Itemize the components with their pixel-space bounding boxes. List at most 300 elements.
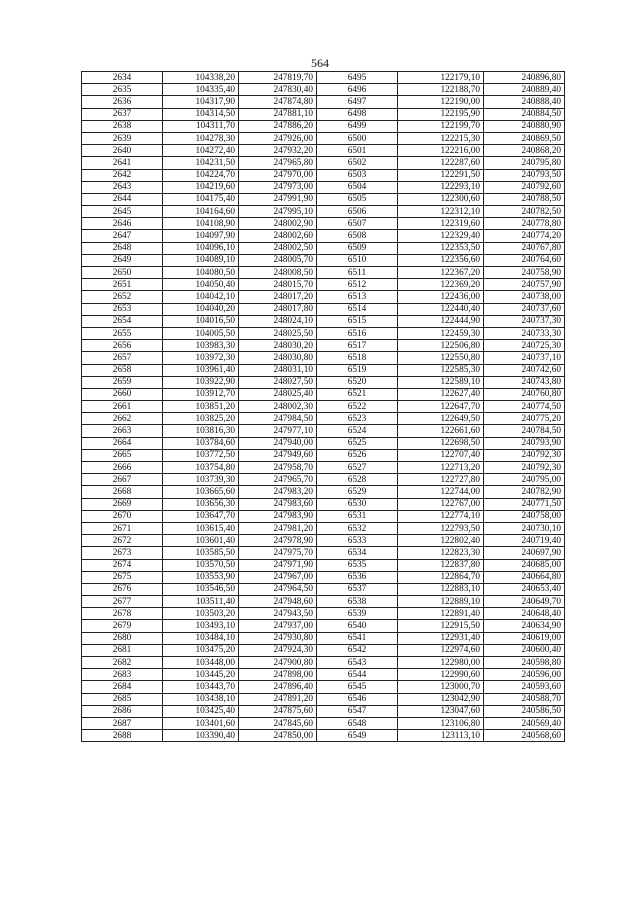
table-cell: 248005,70 xyxy=(239,254,317,266)
table-cell: 247977,10 xyxy=(239,425,317,437)
table-cell: 247965,80 xyxy=(239,157,317,169)
table-cell: 122190,00 xyxy=(398,96,484,108)
table-row xyxy=(82,327,565,339)
table-cell: 6503 xyxy=(317,169,398,181)
table-cell: 240778,80 xyxy=(484,218,565,230)
table-cell: 2639 xyxy=(82,132,163,144)
table-row xyxy=(82,522,565,534)
table-cell: 240792,60 xyxy=(484,181,565,193)
table-cell: 122459,30 xyxy=(398,327,484,339)
table-row xyxy=(82,279,565,291)
table-cell: 247830,40 xyxy=(239,84,317,96)
table-row xyxy=(82,291,565,303)
table-cell: 247949,60 xyxy=(239,449,317,461)
table-cell: 2648 xyxy=(82,242,163,254)
table-cell: 122367,20 xyxy=(398,267,484,279)
table-cell: 240795,00 xyxy=(484,474,565,486)
table-cell: 247991,90 xyxy=(239,193,317,205)
table-cell: 248002,90 xyxy=(239,218,317,230)
table-cell: 2659 xyxy=(82,376,163,388)
table-cell: 6541 xyxy=(317,632,398,644)
table-row xyxy=(82,571,565,583)
table-row xyxy=(82,206,565,218)
table-row xyxy=(82,657,565,669)
table-cell: 247970,00 xyxy=(239,169,317,181)
table-row xyxy=(82,108,565,120)
table-cell: 247898,00 xyxy=(239,669,317,681)
table-cell: 2668 xyxy=(82,486,163,498)
table-cell: 6525 xyxy=(317,437,398,449)
table-cell: 247845,60 xyxy=(239,717,317,729)
table-row xyxy=(82,145,565,157)
table-row xyxy=(82,413,565,425)
table-cell: 247924,30 xyxy=(239,644,317,656)
table-row xyxy=(82,157,565,169)
table-cell: 2658 xyxy=(82,364,163,376)
table-cell: 122179,10 xyxy=(398,72,484,84)
table-cell: 247983,20 xyxy=(239,486,317,498)
table-cell: 104080,50 xyxy=(163,267,239,279)
table-cell: 6510 xyxy=(317,254,398,266)
table-cell: 247940,00 xyxy=(239,437,317,449)
table-cell: 2654 xyxy=(82,315,163,327)
table-cell: 240725,30 xyxy=(484,340,565,352)
table-cell: 122915,50 xyxy=(398,620,484,632)
table-cell: 240884,50 xyxy=(484,108,565,120)
table-cell: 103816,30 xyxy=(163,425,239,437)
table-cell: 2652 xyxy=(82,291,163,303)
table-cell: 240764,60 xyxy=(484,254,565,266)
table-cell: 2660 xyxy=(82,388,163,400)
table-cell: 2667 xyxy=(82,474,163,486)
table-cell: 6526 xyxy=(317,449,398,461)
table-cell: 240719,40 xyxy=(484,535,565,547)
coordinates-table-body xyxy=(82,72,565,742)
table-cell: 123106,80 xyxy=(398,717,484,729)
table-cell: 2635 xyxy=(82,84,163,96)
table-cell: 2664 xyxy=(82,437,163,449)
table-cell: 122891,40 xyxy=(398,608,484,620)
table-cell: 6529 xyxy=(317,486,398,498)
table-cell: 103601,40 xyxy=(163,535,239,547)
table-cell: 122889,10 xyxy=(398,596,484,608)
table-cell: 103784,60 xyxy=(163,437,239,449)
table-cell: 2685 xyxy=(82,693,163,705)
table-cell: 247983,60 xyxy=(239,498,317,510)
table-cell: 6530 xyxy=(317,498,398,510)
table-cell: 240888,40 xyxy=(484,96,565,108)
table-row xyxy=(82,230,565,242)
table-cell: 122550,80 xyxy=(398,352,484,364)
table-cell: 240793,90 xyxy=(484,437,565,449)
table-cell: 6517 xyxy=(317,340,398,352)
table-cell: 247965,70 xyxy=(239,474,317,486)
table-cell: 2682 xyxy=(82,657,163,669)
table-cell: 103511,40 xyxy=(163,596,239,608)
table-cell: 6542 xyxy=(317,644,398,656)
table-cell: 2670 xyxy=(82,510,163,522)
table-row xyxy=(82,267,565,279)
table-cell: 2640 xyxy=(82,145,163,157)
table-cell: 2687 xyxy=(82,717,163,729)
table-cell: 6546 xyxy=(317,693,398,705)
table-cell: 122293,10 xyxy=(398,181,484,193)
table-cell: 122823,30 xyxy=(398,547,484,559)
table-cell: 240634,90 xyxy=(484,620,565,632)
table-cell: 2684 xyxy=(82,681,163,693)
table-cell: 247881,10 xyxy=(239,108,317,120)
table-cell: 240664,80 xyxy=(484,571,565,583)
table-row xyxy=(82,730,565,742)
table-cell: 240598,80 xyxy=(484,657,565,669)
table-cell: 248027,50 xyxy=(239,376,317,388)
table-cell: 248017,20 xyxy=(239,291,317,303)
table-cell: 6496 xyxy=(317,84,398,96)
table-cell: 240880,90 xyxy=(484,120,565,132)
table-row xyxy=(82,315,565,327)
table-cell: 2671 xyxy=(82,522,163,534)
table-row xyxy=(82,376,565,388)
table-cell: 2641 xyxy=(82,157,163,169)
table-row xyxy=(82,120,565,132)
table-cell: 6548 xyxy=(317,717,398,729)
table-cell: 240596,00 xyxy=(484,669,565,681)
table-cell: 122369,20 xyxy=(398,279,484,291)
table-cell: 103615,40 xyxy=(163,522,239,534)
table-cell: 122990,60 xyxy=(398,669,484,681)
table-cell: 2637 xyxy=(82,108,163,120)
table-cell: 240868,20 xyxy=(484,145,565,157)
table-cell: 2650 xyxy=(82,267,163,279)
table-cell: 2677 xyxy=(82,596,163,608)
table-cell: 240788,50 xyxy=(484,193,565,205)
table-cell: 6549 xyxy=(317,730,398,742)
table-cell: 240757,90 xyxy=(484,279,565,291)
table-cell: 6524 xyxy=(317,425,398,437)
table-cell: 2679 xyxy=(82,620,163,632)
table-cell: 240775,20 xyxy=(484,413,565,425)
table-row xyxy=(82,437,565,449)
table-cell: 6501 xyxy=(317,145,398,157)
table-cell: 2674 xyxy=(82,559,163,571)
table-cell: 104097,90 xyxy=(163,230,239,242)
table-cell: 2676 xyxy=(82,583,163,595)
table-cell: 240568,60 xyxy=(484,730,565,742)
table-row xyxy=(82,620,565,632)
table-cell: 122329,40 xyxy=(398,230,484,242)
table-cell: 247886,20 xyxy=(239,120,317,132)
table-cell: 122319,60 xyxy=(398,218,484,230)
table-cell: 2643 xyxy=(82,181,163,193)
table-row xyxy=(82,644,565,656)
table-cell: 2649 xyxy=(82,254,163,266)
table-cell: 247932,20 xyxy=(239,145,317,157)
table-row xyxy=(82,547,565,559)
table-cell: 122506,80 xyxy=(398,340,484,352)
table-cell: 248002,50 xyxy=(239,242,317,254)
table-cell: 122444,90 xyxy=(398,315,484,327)
table-row xyxy=(82,193,565,205)
table-cell: 122188,70 xyxy=(398,84,484,96)
table-row xyxy=(82,608,565,620)
table-cell: 247973,00 xyxy=(239,181,317,193)
table-cell: 122585,30 xyxy=(398,364,484,376)
table-cell: 103772,50 xyxy=(163,449,239,461)
table-cell: 104224,70 xyxy=(163,169,239,181)
table-cell: 103553,90 xyxy=(163,571,239,583)
table-cell: 2642 xyxy=(82,169,163,181)
table-cell: 122195,90 xyxy=(398,108,484,120)
table-cell: 122661,60 xyxy=(398,425,484,437)
table-cell: 122793,50 xyxy=(398,522,484,534)
table-row xyxy=(82,449,565,461)
table-row xyxy=(82,425,565,437)
table-cell: 248015,70 xyxy=(239,279,317,291)
table-cell: 122980,00 xyxy=(398,657,484,669)
table-cell: 6508 xyxy=(317,230,398,242)
table-row xyxy=(82,717,565,729)
table-cell: 6498 xyxy=(317,108,398,120)
table-cell: 103665,60 xyxy=(163,486,239,498)
table-cell: 2638 xyxy=(82,120,163,132)
table-cell: 240774,20 xyxy=(484,230,565,242)
table-cell: 122216,00 xyxy=(398,145,484,157)
table-cell: 240792,30 xyxy=(484,449,565,461)
table-row xyxy=(82,352,565,364)
table-cell: 248030,80 xyxy=(239,352,317,364)
table-row xyxy=(82,669,565,681)
table-cell: 104040,20 xyxy=(163,303,239,315)
table-cell: 104050,40 xyxy=(163,279,239,291)
table-cell: 2663 xyxy=(82,425,163,437)
table-cell: 240782,50 xyxy=(484,206,565,218)
table-row xyxy=(82,96,565,108)
table-cell: 240737,10 xyxy=(484,352,565,364)
table-cell: 240738,00 xyxy=(484,291,565,303)
table-cell: 123000,70 xyxy=(398,681,484,693)
table-cell: 122199,70 xyxy=(398,120,484,132)
table-cell: 122649,50 xyxy=(398,413,484,425)
table-cell: 240733,30 xyxy=(484,327,565,339)
table-cell: 6538 xyxy=(317,596,398,608)
table-cell: 2655 xyxy=(82,327,163,339)
table-cell: 247896,40 xyxy=(239,681,317,693)
table-cell: 240600,40 xyxy=(484,644,565,656)
table-cell: 122436,00 xyxy=(398,291,484,303)
table-cell: 103401,60 xyxy=(163,717,239,729)
table-cell: 104005,50 xyxy=(163,327,239,339)
table-cell: 247964,50 xyxy=(239,583,317,595)
table-cell: 6513 xyxy=(317,291,398,303)
table-cell: 240771,50 xyxy=(484,498,565,510)
table-cell: 247983,90 xyxy=(239,510,317,522)
table-cell: 103484,10 xyxy=(163,632,239,644)
table-cell: 103585,50 xyxy=(163,547,239,559)
table-cell: 122774,10 xyxy=(398,510,484,522)
table-cell: 247891,20 xyxy=(239,693,317,705)
table-cell: 2666 xyxy=(82,462,163,474)
table-cell: 6504 xyxy=(317,181,398,193)
table-cell: 2672 xyxy=(82,535,163,547)
table-cell: 6547 xyxy=(317,705,398,717)
table-cell: 247975,70 xyxy=(239,547,317,559)
table-cell: 122287,60 xyxy=(398,157,484,169)
table-cell: 103448,00 xyxy=(163,657,239,669)
table-cell: 122698,50 xyxy=(398,437,484,449)
table-cell: 240784,50 xyxy=(484,425,565,437)
table-cell: 104016,50 xyxy=(163,315,239,327)
table-row xyxy=(82,486,565,498)
table-cell: 122837,80 xyxy=(398,559,484,571)
table-cell: 247850,00 xyxy=(239,730,317,742)
table-cell: 2645 xyxy=(82,206,163,218)
table-cell: 240795,80 xyxy=(484,157,565,169)
table-cell: 6540 xyxy=(317,620,398,632)
table-cell: 122744,00 xyxy=(398,486,484,498)
table-cell: 103438,10 xyxy=(163,693,239,705)
table-cell: 122291,50 xyxy=(398,169,484,181)
table-cell: 122440,40 xyxy=(398,303,484,315)
table-cell: 247943,50 xyxy=(239,608,317,620)
table-cell: 104175,40 xyxy=(163,193,239,205)
table-cell: 240742,60 xyxy=(484,364,565,376)
table-cell: 103546,50 xyxy=(163,583,239,595)
table-cell: 122707,40 xyxy=(398,449,484,461)
table-cell: 6497 xyxy=(317,96,398,108)
table-cell: 240737,30 xyxy=(484,315,565,327)
table-cell: 103983,30 xyxy=(163,340,239,352)
table-cell: 6500 xyxy=(317,132,398,144)
table-row xyxy=(82,388,565,400)
table-row xyxy=(82,132,565,144)
table-cell: 2673 xyxy=(82,547,163,559)
table-cell: 240793,50 xyxy=(484,169,565,181)
table-cell: 103493,10 xyxy=(163,620,239,632)
table-cell: 240730,10 xyxy=(484,522,565,534)
table-cell: 2665 xyxy=(82,449,163,461)
table-cell: 122713,20 xyxy=(398,462,484,474)
table-cell: 240653,40 xyxy=(484,583,565,595)
table-cell: 104278,30 xyxy=(163,132,239,144)
table-cell: 2653 xyxy=(82,303,163,315)
table-cell: 240697,90 xyxy=(484,547,565,559)
table-row xyxy=(82,72,565,84)
table-cell: 6499 xyxy=(317,120,398,132)
table-cell: 2657 xyxy=(82,352,163,364)
table-cell: 2681 xyxy=(82,644,163,656)
table-cell: 103754,80 xyxy=(163,462,239,474)
table-cell: 122802,40 xyxy=(398,535,484,547)
table-row xyxy=(82,583,565,595)
table-cell: 6533 xyxy=(317,535,398,547)
table-cell: 248025,50 xyxy=(239,327,317,339)
table-cell: 240767,80 xyxy=(484,242,565,254)
table-cell: 103445,20 xyxy=(163,669,239,681)
table-cell: 240743,80 xyxy=(484,376,565,388)
table-cell: 6532 xyxy=(317,522,398,534)
table-cell: 2688 xyxy=(82,730,163,742)
table-cell: 240760,80 xyxy=(484,388,565,400)
table-cell: 6522 xyxy=(317,401,398,413)
table-cell: 240896,80 xyxy=(484,72,565,84)
table-row xyxy=(82,510,565,522)
table-cell: 6509 xyxy=(317,242,398,254)
table-cell: 2647 xyxy=(82,230,163,242)
table-cell: 240889,40 xyxy=(484,84,565,96)
table-cell: 103503,20 xyxy=(163,608,239,620)
table-row xyxy=(82,364,565,376)
table-cell: 103922,90 xyxy=(163,376,239,388)
table-cell: 248030,20 xyxy=(239,340,317,352)
table-cell: 104042,10 xyxy=(163,291,239,303)
table-cell: 247958,70 xyxy=(239,462,317,474)
table-cell: 104231,50 xyxy=(163,157,239,169)
table-cell: 122627,40 xyxy=(398,388,484,400)
table-cell: 6495 xyxy=(317,72,398,84)
table-cell: 103961,40 xyxy=(163,364,239,376)
table-cell: 104219,60 xyxy=(163,181,239,193)
table-cell: 103443,70 xyxy=(163,681,239,693)
table-cell: 2656 xyxy=(82,340,163,352)
table-cell: 6502 xyxy=(317,157,398,169)
table-cell: 6527 xyxy=(317,462,398,474)
table-row xyxy=(82,498,565,510)
table-cell: 6521 xyxy=(317,388,398,400)
table-cell: 240774,50 xyxy=(484,401,565,413)
table-cell: 247875,60 xyxy=(239,705,317,717)
table-cell: 122356,60 xyxy=(398,254,484,266)
table-cell: 104317,90 xyxy=(163,96,239,108)
table-cell: 6520 xyxy=(317,376,398,388)
table-cell: 248025,40 xyxy=(239,388,317,400)
table-cell: 247978,90 xyxy=(239,535,317,547)
table-cell: 2644 xyxy=(82,193,163,205)
table-cell: 240758,90 xyxy=(484,267,565,279)
table-cell: 6518 xyxy=(317,352,398,364)
table-cell: 122647,70 xyxy=(398,401,484,413)
table-cell: 123047,60 xyxy=(398,705,484,717)
table-cell: 6535 xyxy=(317,559,398,571)
table-cell: 103647,70 xyxy=(163,510,239,522)
table-cell: 2636 xyxy=(82,96,163,108)
table-cell: 104108,90 xyxy=(163,218,239,230)
table-cell: 247930,80 xyxy=(239,632,317,644)
table-cell: 103570,50 xyxy=(163,559,239,571)
table-cell: 123042,90 xyxy=(398,693,484,705)
table-cell: 240737,60 xyxy=(484,303,565,315)
table-cell: 104338,20 xyxy=(163,72,239,84)
table-cell: 240588,70 xyxy=(484,693,565,705)
table-cell: 6523 xyxy=(317,413,398,425)
table-cell: 240586,50 xyxy=(484,705,565,717)
table-cell: 247995,10 xyxy=(239,206,317,218)
table-cell: 104311,70 xyxy=(163,120,239,132)
table-cell: 2651 xyxy=(82,279,163,291)
table-cell: 247984,50 xyxy=(239,413,317,425)
table-cell: 6534 xyxy=(317,547,398,559)
table-row xyxy=(82,693,565,705)
table-cell: 6543 xyxy=(317,657,398,669)
table-cell: 122974,60 xyxy=(398,644,484,656)
table-cell: 240569,40 xyxy=(484,717,565,729)
table-cell: 247937,00 xyxy=(239,620,317,632)
table-row xyxy=(82,303,565,315)
table-cell: 6537 xyxy=(317,583,398,595)
table-cell: 122312,10 xyxy=(398,206,484,218)
table-cell: 122864,70 xyxy=(398,571,484,583)
table-cell: 122883,10 xyxy=(398,583,484,595)
table-cell: 122931,40 xyxy=(398,632,484,644)
